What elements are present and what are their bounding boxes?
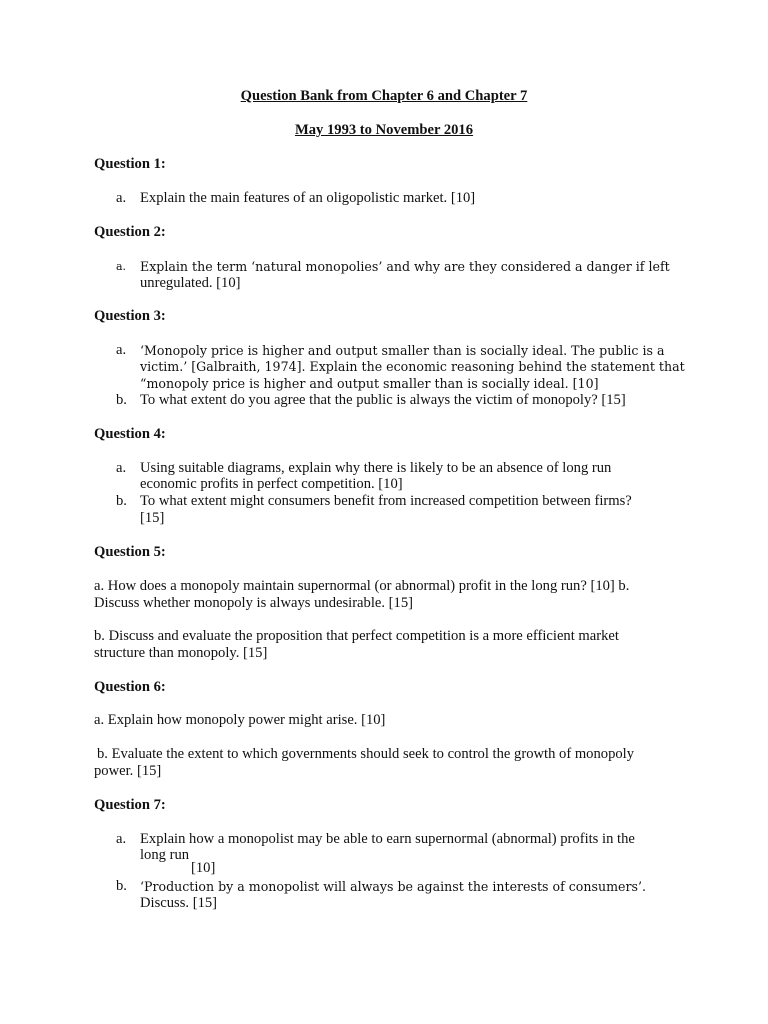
question-2-a-marker: a.: [116, 260, 127, 273]
question-2-a-line-1: Explain the term ‘natural monopolies’ and why are they considered a danger if left: [140, 259, 670, 274]
question-5-heading: Question 5:: [94, 544, 166, 560]
question-7-b-marker: b.: [116, 878, 127, 894]
question-3-a-line-2: victim.’ [Galbraith, 1974]. Explain the economic reasoning behind the statement that: [140, 359, 685, 374]
question-4-a-line-2: economic profits in perfect competition. [10]: [140, 476, 403, 492]
question-7-b-line-1: ‘Production by a monopolist will always be against the interests of consumers’.: [140, 879, 646, 894]
question-7-b-line-2: Discuss. [15]: [140, 895, 218, 911]
question-3-a-line-1: ‘Monopoly price is higher and output smaller than is socially ideal. The public is a: [140, 343, 665, 358]
question-6-b-line-1: b. Evaluate the extent to which governments should seek to control the growth of monopoly: [97, 746, 635, 762]
question-1-heading: Question 1:: [94, 156, 166, 172]
question-4-a-marker: a.: [116, 460, 127, 476]
question-5-para-2-line-1: b. Discuss and evaluate the proposition that perfect competition is a more efficient market: [94, 628, 619, 644]
document-title: Question Bank from Chapter 6 and Chapter 7: [240, 88, 528, 104]
question-5-para-2-line-2: structure than monopoly. [15]: [94, 645, 268, 661]
question-4-b-line-2: [15]: [140, 510, 165, 526]
question-7-a-marker: a.: [116, 831, 127, 847]
question-3-a-line-3: “monopoly price is higher and output smaller than is socially ideal. [10]: [140, 376, 599, 391]
question-3-b-text: To what extent do you agree that the public is always the victim of monopoly? [15]: [140, 392, 626, 408]
question-4-heading: Question 4:: [94, 426, 166, 442]
question-6-heading: Question 6:: [94, 679, 166, 695]
question-5-para-1-line-1: a. How does a monopoly maintain supernormal (or abnormal) profit in the long run? [10] b.: [94, 578, 630, 594]
question-7-heading: Question 7:: [94, 797, 166, 813]
question-6-a-text: a. Explain how monopoly power might arise. [10]: [94, 712, 386, 728]
question-1-a-marker: a.: [116, 190, 127, 206]
question-2-a-line-2: unregulated. [10]: [140, 275, 241, 291]
question-5-para-1-line-2: Discuss whether monopoly is always undesirable. [15]: [94, 595, 413, 611]
question-2-heading: Question 2:: [94, 224, 166, 240]
question-1-a-text: Explain the main features of an oligopolistic market. [10]: [140, 190, 476, 206]
question-4-b-marker: b.: [116, 493, 127, 509]
question-7-a-line-2: long run: [140, 847, 190, 863]
question-7-a-marks: [10]: [191, 860, 216, 876]
question-4-b-line-1: To what extent might consumers benefit from increased competition between firms?: [140, 493, 632, 509]
question-3-b-marker: b.: [116, 392, 127, 408]
question-3-a-marker: a.: [116, 342, 127, 358]
question-6-b-line-2: power. [15]: [94, 763, 162, 779]
question-3-heading: Question 3:: [94, 308, 166, 324]
document-subtitle: May 1993 to November 2016: [294, 122, 474, 138]
question-7-a-line-1: Explain how a monopolist may be able to earn supernormal (abnormal) profits in the: [140, 831, 635, 847]
question-4-a-line-1: Using suitable diagrams, explain why there is likely to be an absence of long run: [140, 460, 612, 476]
